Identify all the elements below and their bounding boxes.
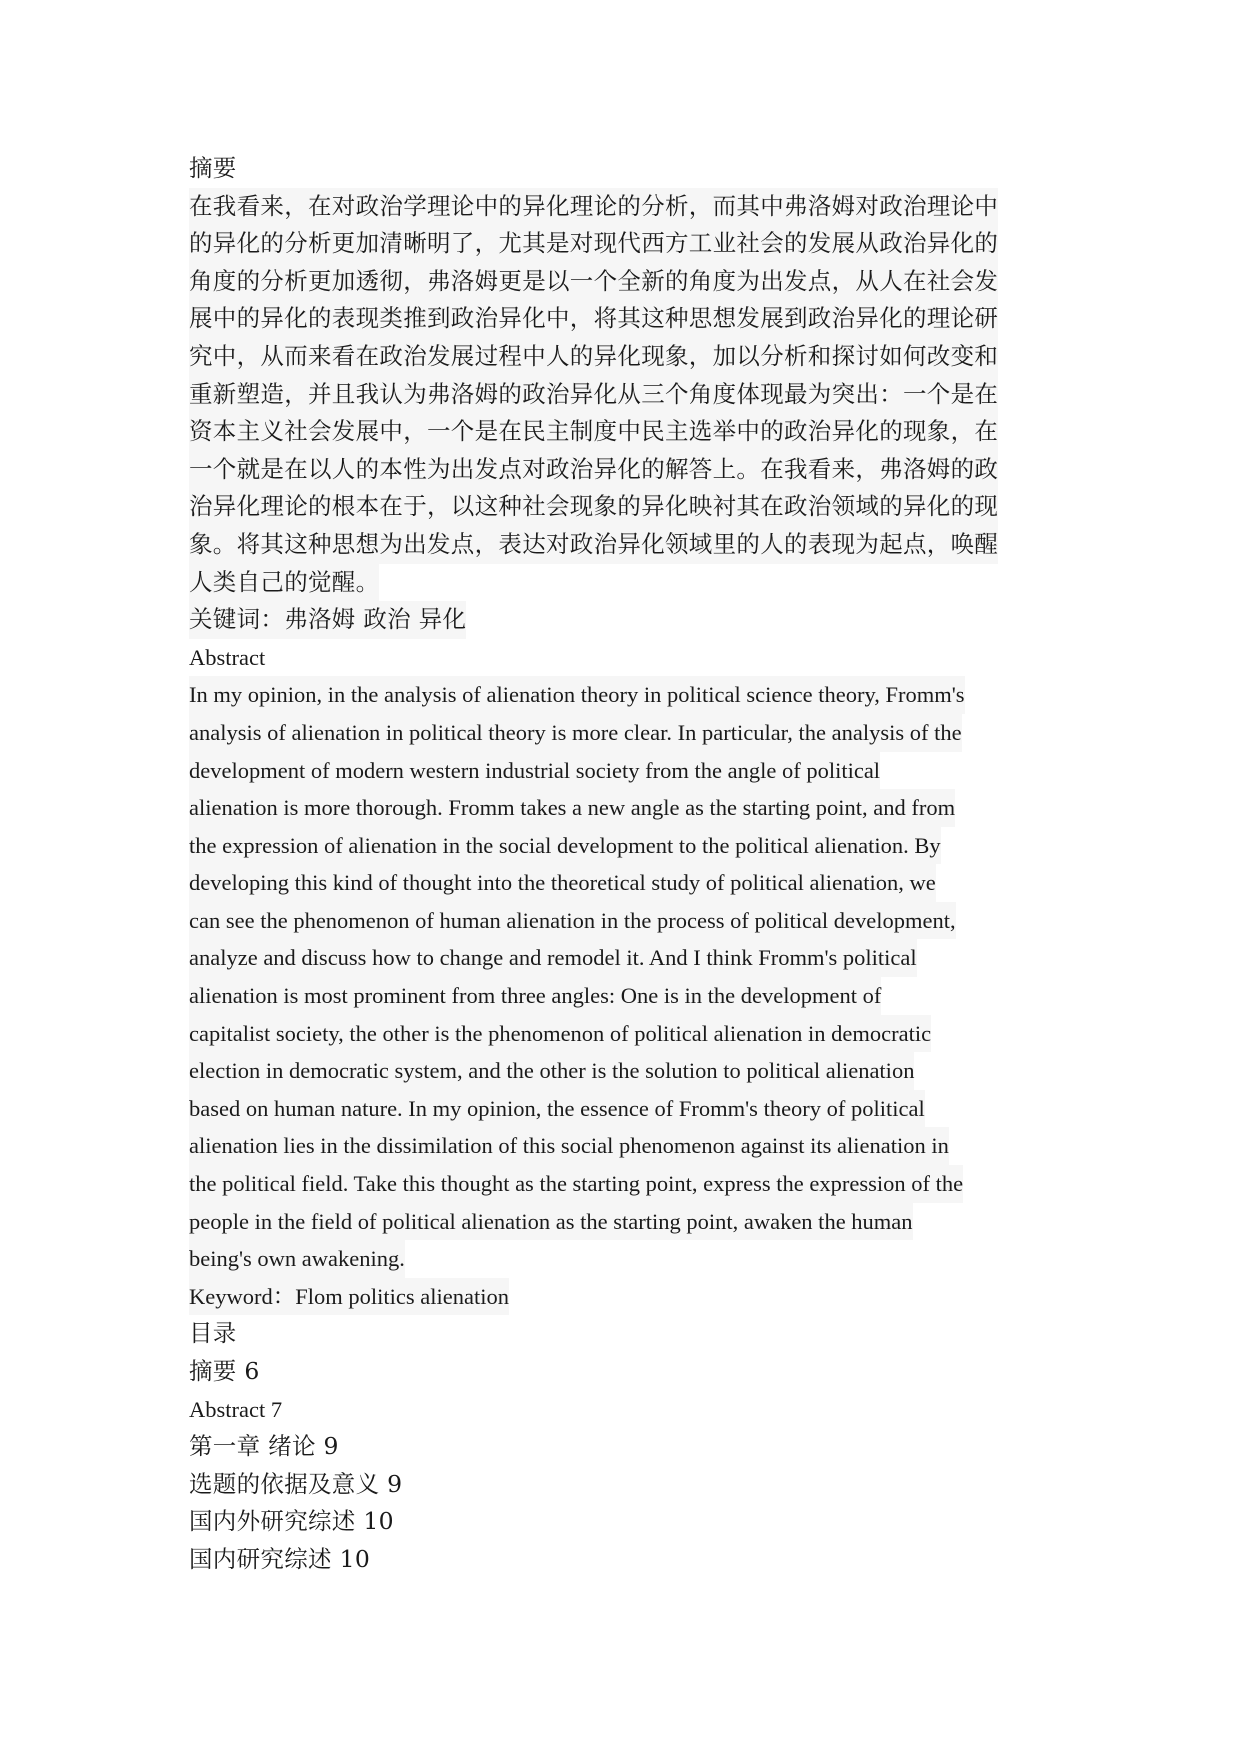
abstract-cn-line: 展中的异化的表现类推到政治异化中，将其这种思想发展到政治异化的理论研 bbox=[189, 300, 998, 338]
abstract-cn-line: 究中，从而来看在政治发展过程中人的异化现象，加以分析和探讨如何改变和 bbox=[189, 338, 998, 376]
abstract-cn-line: 治异化理论的根本在于，以这种社会现象的异化映衬其在政治领域的异化的现 bbox=[189, 488, 998, 526]
abstract-en-line: developing this kind of thought into the theoretical study of political alienation, we bbox=[189, 864, 936, 902]
abstract-cn-line: 资本主义社会发展中，一个是在民主制度中民主选举中的政治异化的现象，在 bbox=[189, 413, 998, 451]
abstract-en-line: people in the field of political alienation as the starting point, awaken the human bbox=[189, 1203, 913, 1241]
document-page bbox=[189, 150, 1069, 1579]
abstract-cn-body bbox=[189, 188, 1069, 602]
abstract-cn-line: 在我看来，在对政治学理论中的异化理论的分析，而其中弗洛姆对政治理论中 bbox=[189, 188, 998, 226]
abstract-en-line: analysis of alienation in political theory is more clear. In particular, the analysis of the bbox=[189, 714, 962, 752]
abstract-en-line: alienation is most prominent from three angles: One is in the development of bbox=[189, 977, 881, 1015]
abstract-cn-line: 一个就是在以人的本性为出发点对政治异化的解答上。在我看来，弗洛姆的政 bbox=[189, 451, 998, 489]
abstract-en-line: the political field. Take this thought as the starting point, express the expression of the bbox=[189, 1165, 963, 1203]
abstract-en-body bbox=[189, 676, 1069, 1278]
abstract-en-line: alienation is more thorough. Fromm takes a new angle as the starting point, and from bbox=[189, 789, 955, 827]
abstract-en-line: being's own awakening. bbox=[189, 1240, 405, 1278]
toc-entry: 国内外研究综述 10 bbox=[189, 1507, 394, 1536]
table-of-contents bbox=[189, 1353, 1069, 1579]
toc-entry: Abstract 7 bbox=[189, 1396, 283, 1422]
abstract-cn-line: 重新塑造，并且我认为弗洛姆的政治异化从三个角度体现最为突出：一个是在 bbox=[189, 376, 998, 414]
toc-entry: 选题的依据及意义 9 bbox=[189, 1469, 403, 1498]
abstract-en-keywords: Keyword：Flom politics alienation bbox=[189, 1278, 509, 1316]
abstract-en-line: capitalist society, the other is the phenomenon of political alienation in democratic bbox=[189, 1015, 931, 1053]
abstract-en-line: based on human nature. In my opinion, the essence of Fromm's theory of political bbox=[189, 1090, 925, 1128]
abstract-en-line: election in democratic system, and the other is the solution to political alienation bbox=[189, 1052, 914, 1090]
abstract-cn-heading: 摘要 bbox=[189, 154, 237, 182]
abstract-cn-line: 象。将其这种思想为出发点，表达对政治异化领域里的人的表现为起点，唤醒 bbox=[189, 526, 998, 564]
abstract-en-line: In my opinion, in the analysis of alienation theory in political science theory, Fromm's bbox=[189, 676, 965, 714]
abstract-cn-line: 人类自己的觉醒。 bbox=[189, 564, 379, 602]
abstract-en-line: the expression of alienation in the social development to the political alienation. By bbox=[189, 827, 941, 865]
abstract-cn-line: 的异化的分析更加清晰明了，尤其是对现代西方工业社会的发展从政治异化的 bbox=[189, 225, 998, 263]
abstract-en-line: alienation lies in the dissimilation of this social phenomenon against its alienation in bbox=[189, 1127, 949, 1165]
toc-entry: 第一章 绪论 9 bbox=[189, 1432, 339, 1461]
toc-heading: 目录 bbox=[189, 1319, 237, 1348]
abstract-cn-keywords: 关键词：弗洛姆 政治 异化 bbox=[189, 601, 466, 639]
toc-entry: 国内研究综述 10 bbox=[189, 1544, 371, 1573]
abstract-en-line: analyze and discuss how to change and remodel it. And I think Fromm's political bbox=[189, 939, 917, 977]
toc-entry: 摘要 6 bbox=[189, 1357, 260, 1385]
abstract-cn-line: 角度的分析更加透彻，弗洛姆更是以一个全新的角度为出发点，从人在社会发 bbox=[189, 263, 998, 301]
abstract-en-line: can see the phenomenon of human alienation in the process of political development, bbox=[189, 902, 956, 940]
abstract-en-line: development of modern western industrial society from the angle of political bbox=[189, 752, 880, 790]
abstract-en-heading: Abstract bbox=[189, 644, 266, 670]
